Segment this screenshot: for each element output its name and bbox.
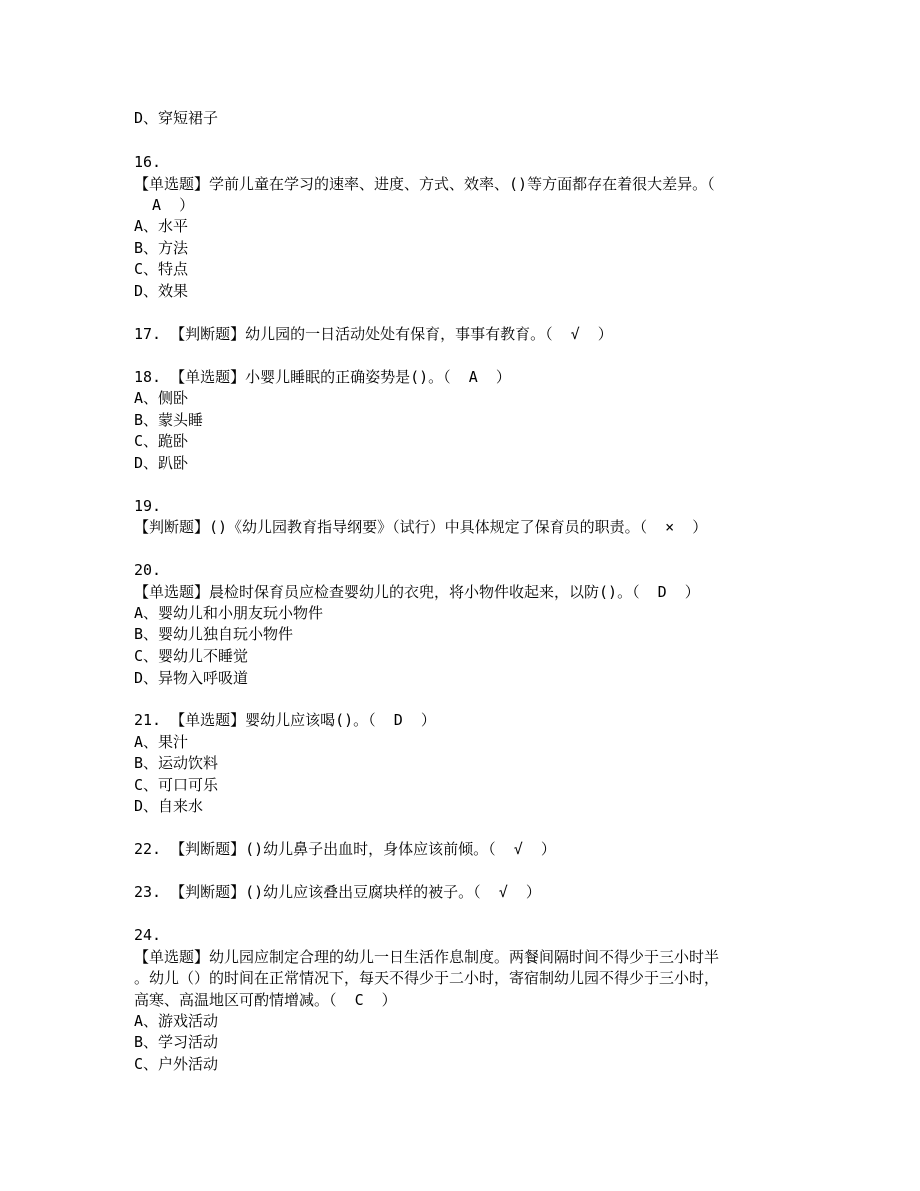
q24-option-c: C、户外活动: [134, 1055, 219, 1073]
q16-option-d: D、效果: [134, 282, 189, 300]
q24-stem-line-2: 。幼儿（）的时间在正常情况下，每天不得少于二小时，寄宿制幼儿园不得少于三小时，: [134, 969, 720, 987]
q19-number: 19.: [134, 497, 162, 515]
q24-stem-line-1: 【单选题】幼儿园应制定合理的幼儿一日生活作息制度。两餐间隔时间不得少于三小时半: [134, 948, 720, 966]
q16-option-a: A、水平: [134, 217, 189, 235]
q18-option-d: D、趴卧: [134, 454, 189, 472]
q19-stem: 【判断题】()《幼儿园教育指导纲要》（试行）中具体规定了保育员的职责。（ × ）: [134, 518, 708, 536]
q20-option-d: D、异物入呼吸道: [134, 669, 249, 687]
q24-option-b: B、学习活动: [134, 1033, 219, 1051]
q18-option-c: C、跪卧: [134, 432, 189, 450]
q20-option-a: A、婴幼儿和小朋友玩小物件: [134, 604, 324, 622]
q20-option-c: C、婴幼儿不睡觉: [134, 647, 249, 665]
q16-answer: A ）: [134, 196, 195, 214]
q17-stem: 17. 【判断题】幼儿园的一日活动处处有保育，事事有教育。（ √ ）: [134, 325, 613, 343]
q18-stem: 18. 【单选题】小婴儿睡眠的正确姿势是()。（ A ）: [134, 368, 511, 386]
q21-option-a: A、果汁: [134, 733, 189, 751]
q16-option-c: C、特点: [134, 260, 189, 278]
q20-stem: 【单选题】晨检时保育员应检查婴幼儿的衣兜，将小物件收起来，以防()。（ D ）: [134, 583, 700, 601]
q24-stem-line-3: 高寒、高温地区可酌情增减。（ C ）: [134, 991, 397, 1009]
q18-option-a: A、侧卧: [134, 389, 189, 407]
q16-stem: 【单选题】学前儿童在学习的速率、进度、方式、效率、()等方面都存在着很大差异。（: [134, 175, 715, 193]
q24-option-a: A、游戏活动: [134, 1012, 219, 1030]
q22-stem: 22. 【判断题】()幼儿鼻子出血时，身体应该前倾。（ √ ）: [134, 840, 556, 858]
q16-option-b: B、方法: [134, 239, 189, 257]
q21-option-b: B、运动饮料: [134, 754, 219, 772]
q18-option-b: B、蒙头睡: [134, 411, 204, 429]
q20-option-b: B、婴幼儿独自玩小物件: [134, 625, 294, 643]
q20-number: 20.: [134, 561, 162, 579]
q24-number: 24.: [134, 926, 162, 944]
q21-stem: 21. 【单选题】婴幼儿应该喝()。（ D ）: [134, 711, 436, 729]
q16-number: 16.: [134, 153, 162, 171]
q15-option-d: D、穿短裙子: [134, 109, 219, 127]
q21-option-c: C、可口可乐: [134, 776, 219, 794]
q21-option-d: D、自来水: [134, 797, 204, 815]
q23-stem: 23. 【判断题】()幼儿应该叠出豆腐块样的被子。（ √ ）: [134, 883, 541, 901]
